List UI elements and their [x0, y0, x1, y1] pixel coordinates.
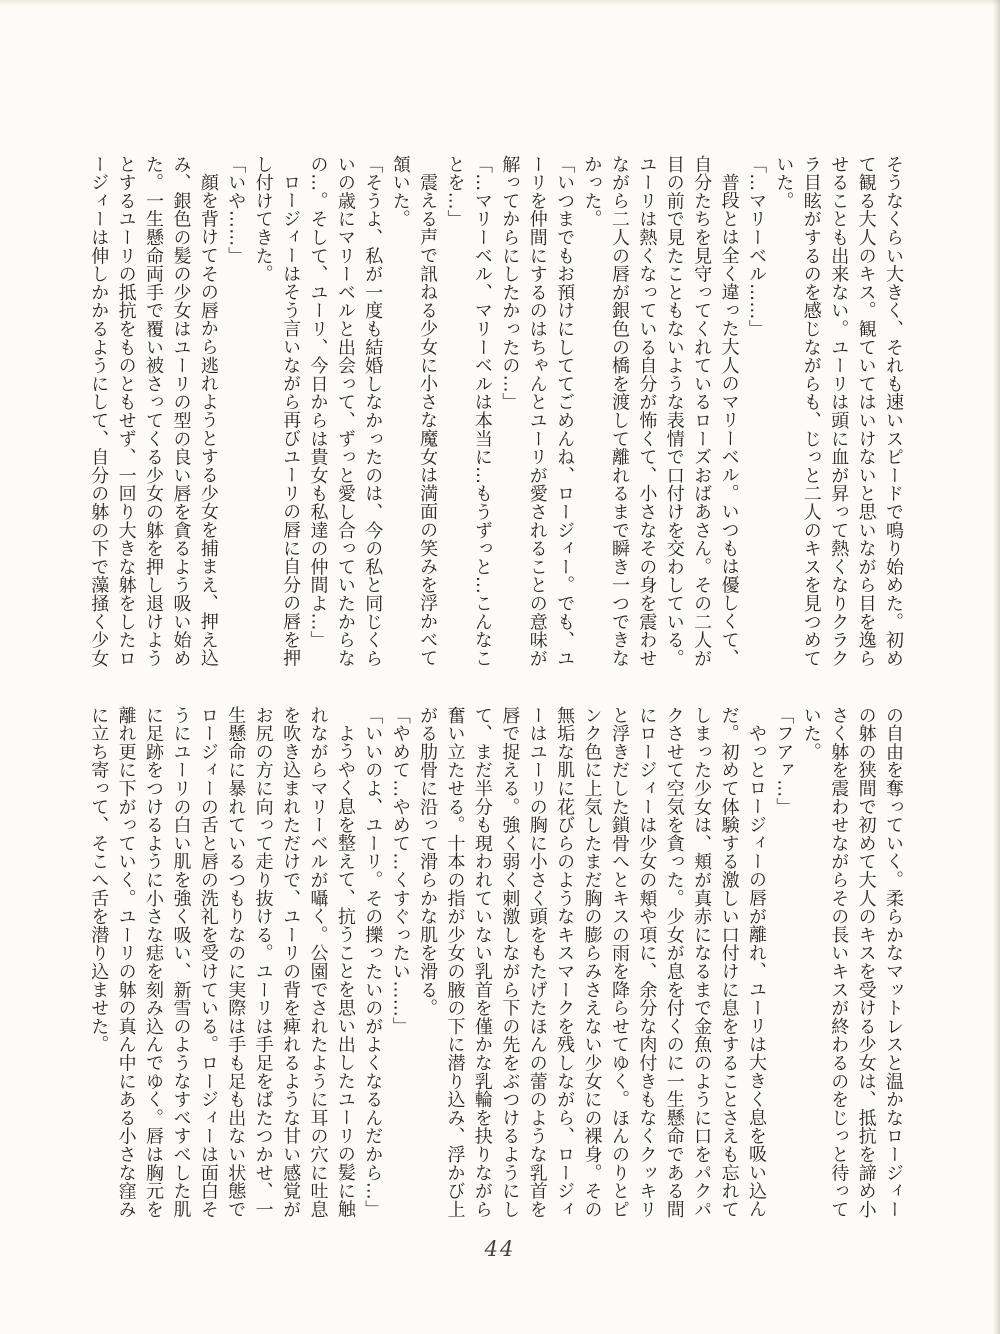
scan-shading-right — [993, 0, 1000, 1334]
page-number: 44 — [484, 1237, 516, 1261]
paragraph: そうなくらい大きく、それも速いスピードで鳴り始めた。初めて観る大人のキス。観ていてはいけないと思いながら目を逸らせることも出来ない。ユーリは頭に血が昇って熱くなりクラクラ目眩がするのを感じながらも、じっと二人のキスを見つめていた。 — [773, 155, 904, 668]
paragraph: ようやく息を整えて、抗うことを思い出したユーリの髪に触れながらマリーベルが囁く。公園でされたように耳の穴に吐息を吹き込まれただけで、ユーリの背を痺れるような甘い感覚がお尻の方に向って走り抜ける。ユーリは手足をばたつかせ、一生懸命に暴れているつもりなのに実際は手も足も出ない状態でロージィーの舌と唇の洗礼を受けている。ロージィーは面白そうにユーリの白い肌を強く吸い、新雪のようなすべすべした肌に足跡をつけるように小さな痣を刻み込んでゆく。唇は胸元を離れ更に下がっていく。ユーリの躰の真ん中にある小さな窪みに立ち寄って、そこへ舌を潜り込ませた。 — [88, 706, 356, 1219]
paragraph: 震える声で訊ねる少女に小さな魔女は満面の笑みを浮かべて頷いた。 — [389, 155, 439, 668]
scan-shading-top — [0, 0, 1000, 5]
dialogue-line: 「やめて…やめて…くすぐったい……」 — [389, 706, 411, 1036]
dialogue-line: 「いつまでもお預けにしててごめんね、ロージィー。でも、ユーリを仲間にするのはちゃんとユーリが愛されることの意味が解ってからにしたかったの…」 — [499, 155, 576, 668]
paragraph: 普段とは全く違った大人のマリーベル。いつもは優しくて、自分たちを見守ってくれているローズおばあさん。その二人が目の前で見たこともないような表情で口付けを交わしている。ユーリは熱くなっている自分が怖くて、小さなその身を震わせながら二人の唇が銀色の橋を渡して離れるまで瞬き一つできなかった。 — [581, 155, 740, 668]
paragraph: の自由を奪っていく。柔らかなマットレスと温かなロージィーの躰の狭間で初めて大人のキスを受ける少女は、抵抗を諦め小さく躰を震わせながらその長いキスが終わるのをじっと待っていた。 — [800, 706, 904, 1219]
dialogue-line: 「いや……」 — [225, 155, 247, 265]
dialogue-line: 「いいのよ、ユーリ。その擽ったいのがよくなるんだから…」 — [362, 706, 384, 1219]
dialogue-line: 「フアァ…」 — [773, 706, 795, 816]
vertical-text-block-top — [81, 155, 907, 675]
dialogue-line: 「…マリーベル……」 — [745, 155, 767, 338]
paragraph: 顔を背けてその唇から逃れようとする少女を捕まえ、押え込み、銀色の髪の少女はユーリの型の良い唇を貪るよう吸い始めた。一生懸命両手で覆い被さってくる少女の躰を押し退けようとするユーリの抵抗をものともせず、一回り大きな躰をしたロージィーは伸しかかるようにして、自分の躰の下で藻掻く少女 — [88, 155, 219, 668]
paragraph: やっとロージィーの唇が離れ、ユーリは大きく息を吸い込んだ。初めて体験する激しい口付けに息をすることさえも忘れてしまった少女は、頬が真赤になるまで金魚のように口をパクパクさせて空気を貪った。少女が息を付くのに一生懸命である間にロージィーは少女の頬や項に、余分な肉付きもなくクッキリと浮きだした鎖骨へとキスの雨を降らせてゆく。ほんのりとピンク色に上気したまだ胸の膨らみさえない少女にの裸身。その無垢な肌に花びらのようなキスマークを残しながら、ロージィーはユーリの胸に小さく頭をもたげたほんの蕾のような乳首を唇で捉える。強く弱く刺激しながら下の先をぶつけるようにして、まだ半分も現われていない乳首を僅かな乳輪を抉りながら奮い立たせる。十本の指が少女の腋の下に潜り込み、浮かび上がる肋骨に沿って滑らかな肌を滑る。 — [417, 706, 767, 1219]
dialogue-line: 「…マリーベル、マリーベルは本当に…もうずっと…こんなことを…」 — [444, 155, 493, 668]
dialogue-line: 「そうよ、私が一度も結婚しなかったのは、今の私と同じくらいの歳にマリーベルと出会って、ずっと愛し合っていたからなの…。そして、ユーリ、今日からは貴女も私達の仲間よ…」 — [307, 155, 384, 668]
paragraph: ロージィーはそう言いながら再びユーリの唇に自分の唇を押し付けてきた。 — [252, 155, 302, 668]
vertical-text-block-bottom — [81, 706, 907, 1226]
